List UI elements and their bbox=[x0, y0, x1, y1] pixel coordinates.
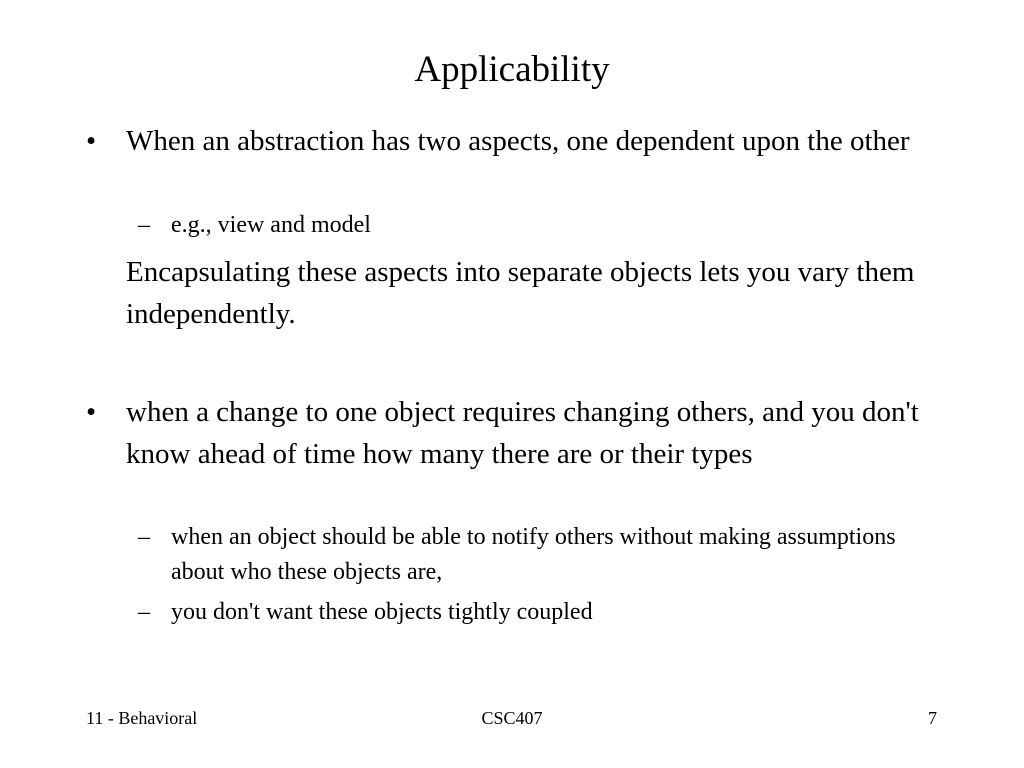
footer-lecture-label: 11 - Behavioral bbox=[86, 708, 198, 728]
footer-page-number: 7 bbox=[928, 708, 937, 728]
sub-text: e.g., view and model bbox=[171, 212, 371, 238]
bullet-paragraph: Encapsulating these aspects into separate objects lets you vary them independently. bbox=[126, 256, 915, 330]
bullet-marker: • bbox=[86, 125, 97, 157]
sub-marker: – bbox=[138, 524, 150, 550]
sub-marker: – bbox=[138, 599, 150, 625]
slide-title: Applicability bbox=[414, 49, 610, 90]
bullet-marker: • bbox=[86, 396, 97, 428]
sub-marker: – bbox=[138, 212, 150, 238]
bullet-text: When an abstraction has two aspects, one dependent upon the other bbox=[126, 125, 910, 157]
sub-text: you don't want these objects tightly coupled bbox=[171, 599, 593, 625]
footer-course-label: CSC407 bbox=[481, 708, 543, 728]
bullet-text: when a change to one object requires changing others, and you don't know ahead of time how many there are or their types bbox=[126, 396, 919, 470]
sub-text: when an object should be able to notify others without making assumptions about who these objects are, bbox=[171, 524, 896, 585]
